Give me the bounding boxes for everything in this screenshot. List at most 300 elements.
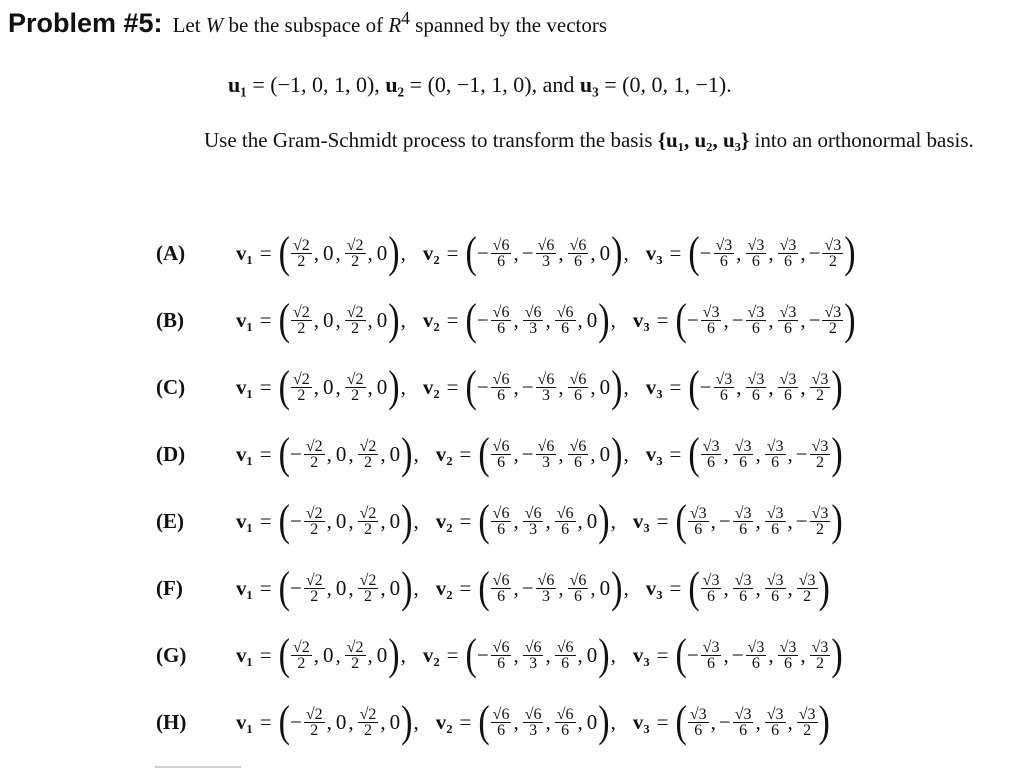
component-zero: 0 — [323, 308, 334, 332]
close-paren: ) — [401, 496, 413, 545]
component-fraction — [765, 573, 786, 604]
fraction-denominator: 6 — [751, 655, 760, 672]
close-paren: ) — [401, 563, 413, 612]
vector-v2 — [465, 228, 623, 277]
component-fraction — [358, 573, 379, 604]
comma: , — [335, 643, 341, 667]
component-fraction — [491, 305, 512, 336]
fraction-numerator: √6 — [556, 706, 574, 723]
component-fraction — [304, 707, 325, 738]
comma: , — [313, 308, 319, 332]
fraction-numerator: √3 — [824, 237, 842, 254]
option-g[interactable] — [156, 622, 856, 689]
fraction-denominator: 2 — [815, 387, 824, 404]
vector-name: v₂ — [435, 710, 453, 734]
comma: , — [326, 442, 332, 466]
intro-text: Let — [172, 13, 206, 37]
fraction-numerator: √6 — [492, 304, 510, 321]
comma: , — [577, 509, 583, 533]
open-paren: ( — [478, 429, 490, 478]
component-fraction — [536, 439, 557, 470]
fraction-numerator: √6 — [569, 438, 587, 455]
component-fraction — [555, 305, 576, 336]
comma: , — [513, 710, 519, 734]
fraction-denominator: 6 — [707, 588, 716, 605]
intro-text: be the subspace of — [223, 13, 389, 37]
comma: , — [380, 710, 386, 734]
fraction-denominator: 2 — [803, 722, 812, 739]
component-fraction — [797, 707, 818, 738]
option-label: (B) — [156, 308, 184, 332]
close-paren: ) — [818, 563, 830, 612]
fraction-denominator: 3 — [541, 454, 550, 471]
close-paren: ) — [388, 362, 400, 411]
vector-v2 — [478, 429, 623, 478]
comma: , — [755, 576, 761, 600]
fraction-denominator: 6 — [694, 521, 703, 538]
vector-name: v₁ — [236, 710, 253, 734]
fraction-denominator: 2 — [815, 454, 824, 471]
fraction-numerator: √3 — [689, 505, 707, 522]
fraction-numerator: √6 — [492, 639, 510, 656]
equals-sign: = — [656, 308, 669, 332]
fraction-denominator: 2 — [310, 588, 319, 605]
fraction-denominator: 2 — [297, 320, 306, 337]
fraction-denominator: 6 — [497, 454, 506, 471]
comma: , — [558, 442, 564, 466]
component-sign: − — [289, 710, 302, 734]
fraction-numerator: √3 — [702, 438, 720, 455]
fraction-numerator: √3 — [779, 371, 797, 388]
component-fraction — [701, 573, 722, 604]
intro-text: spanned by the vectors — [409, 13, 608, 37]
component-fraction — [765, 506, 786, 537]
comma: , — [787, 576, 793, 600]
vector-v1 — [278, 362, 400, 411]
comma: , — [577, 643, 583, 667]
fraction-numerator: √3 — [734, 438, 752, 455]
fraction-numerator: √6 — [492, 505, 510, 522]
open-paren: ( — [278, 563, 290, 612]
fraction-numerator: √6 — [537, 371, 555, 388]
fraction-numerator: √6 — [537, 572, 555, 589]
component-sign: − — [718, 710, 731, 734]
component-fraction — [733, 707, 754, 738]
u1-value: = (−1, 0, 1, 0), — [246, 72, 386, 97]
component-fraction — [746, 305, 767, 336]
fraction-numerator: √6 — [569, 237, 587, 254]
component-sign: − — [289, 442, 302, 466]
close-paren: ) — [598, 295, 610, 344]
fraction-numerator: √3 — [811, 371, 829, 388]
comma: , — [800, 643, 806, 667]
fraction-numerator: √3 — [779, 639, 797, 656]
instruction-paragraph — [204, 126, 1016, 154]
component-fraction — [555, 640, 576, 671]
fraction-numerator: √2 — [346, 237, 364, 254]
fraction-numerator: √6 — [492, 371, 510, 388]
fraction-denominator: 2 — [310, 722, 319, 739]
comma: , — [400, 643, 406, 667]
fraction-denominator: 6 — [707, 454, 716, 471]
fraction-numerator: √3 — [702, 304, 720, 321]
component-sign: − — [289, 509, 302, 533]
close-paren: ) — [611, 228, 623, 277]
u3-value: = (0, 0, 1, −1). — [598, 72, 732, 97]
fraction-numerator: √3 — [747, 304, 765, 321]
vector-name: v₃ — [632, 308, 650, 332]
close-paren: ) — [388, 228, 400, 277]
comma: , — [413, 509, 419, 533]
instruction-text: into an orthonormal basis. — [749, 128, 974, 152]
open-paren: ( — [465, 630, 477, 679]
close-paren: ) — [388, 295, 400, 344]
fraction-numerator: √3 — [702, 639, 720, 656]
comma: , — [768, 308, 774, 332]
component-zero: 0 — [389, 576, 401, 600]
fraction-numerator: √3 — [766, 438, 784, 455]
vector-v1 — [278, 563, 413, 612]
vector-name: v₁ — [236, 375, 253, 399]
fraction-denominator: 6 — [719, 253, 728, 270]
component-fraction — [358, 707, 379, 738]
fraction-numerator: √2 — [292, 237, 310, 254]
component-fraction — [797, 573, 818, 604]
component-fraction — [555, 707, 576, 738]
problem-intro — [172, 8, 608, 37]
fraction-denominator: 3 — [541, 387, 550, 404]
component-fraction — [536, 573, 557, 604]
option-c[interactable] — [156, 354, 856, 421]
open-paren: ( — [478, 697, 490, 746]
comma: , — [545, 509, 551, 533]
vector-v3 — [675, 295, 856, 344]
component-zero: 0 — [389, 509, 401, 533]
comma: , — [768, 241, 774, 265]
equals-sign: = — [446, 643, 459, 667]
fraction-denominator: 6 — [783, 387, 792, 404]
component-fraction — [701, 439, 722, 470]
component-fraction — [778, 372, 799, 403]
comma: , — [367, 241, 373, 265]
fraction-denominator: 6 — [497, 387, 506, 404]
vector-name: v₃ — [632, 643, 650, 667]
equals-sign: = — [459, 576, 472, 600]
comma: , — [768, 643, 774, 667]
comma: , — [558, 375, 564, 399]
component-fraction — [778, 238, 799, 269]
open-paren: ( — [688, 429, 700, 478]
comma: , — [610, 308, 616, 332]
vector-name: v₂ — [435, 509, 453, 533]
fraction-numerator: √2 — [359, 505, 377, 522]
close-paren: ) — [598, 496, 610, 545]
comma: , — [755, 710, 761, 734]
component-zero: 0 — [335, 442, 347, 466]
fraction-denominator: 2 — [363, 588, 372, 605]
component-fraction — [491, 238, 512, 269]
fraction-numerator: √3 — [715, 371, 733, 388]
close-paren: ) — [401, 697, 413, 746]
vector-name: v₃ — [645, 375, 663, 399]
problem-title: Problem #5: — [8, 8, 163, 38]
space-symbol: R — [388, 13, 402, 37]
equals-sign: = — [259, 509, 272, 533]
comma: , — [787, 710, 793, 734]
comma: , — [558, 241, 564, 265]
fraction-numerator: √6 — [492, 572, 510, 589]
equals-sign: = — [259, 710, 272, 734]
close-paren: ) — [831, 429, 843, 478]
component-fraction — [345, 238, 366, 269]
component-fraction — [688, 707, 709, 738]
component-sign: − — [686, 643, 699, 667]
component-fraction — [345, 640, 366, 671]
open-paren: ( — [675, 295, 687, 344]
component-fraction — [810, 439, 831, 470]
fraction-denominator: 2 — [363, 454, 372, 471]
comma: , — [380, 442, 386, 466]
comma: , — [348, 576, 354, 600]
component-fraction — [701, 640, 722, 671]
fraction-numerator: √3 — [766, 572, 784, 589]
fraction-denominator: 6 — [707, 655, 716, 672]
component-zero: 0 — [599, 442, 611, 466]
comma: , — [590, 576, 596, 600]
component-sign: − — [476, 375, 489, 399]
equals-sign: = — [446, 241, 459, 265]
close-paren: ) — [831, 630, 843, 679]
open-paren: ( — [688, 362, 700, 411]
fraction-numerator: √3 — [811, 438, 829, 455]
equals-sign: = — [669, 241, 682, 265]
fraction-numerator: √2 — [346, 304, 364, 321]
comma: , — [736, 375, 742, 399]
comma: , — [313, 643, 319, 667]
fraction-denominator: 2 — [310, 521, 319, 538]
component-sign: − — [731, 643, 744, 667]
comma: , — [710, 509, 716, 533]
comma: , — [787, 509, 793, 533]
u2-label: u₂ — [385, 72, 405, 97]
fraction-denominator: 6 — [739, 454, 748, 471]
vector-name: v₂ — [422, 308, 440, 332]
fraction-denominator: 6 — [497, 722, 506, 739]
comma: , — [313, 375, 319, 399]
comma: , — [800, 375, 806, 399]
component-fraction — [765, 439, 786, 470]
fraction-numerator: √2 — [305, 438, 323, 455]
comma: , — [590, 375, 596, 399]
component-zero: 0 — [376, 308, 388, 332]
vector-name: v₁ — [236, 241, 253, 265]
close-paren: ) — [844, 228, 856, 277]
open-paren: ( — [278, 630, 290, 679]
subspace-symbol: W — [205, 13, 224, 37]
option-b[interactable] — [156, 287, 856, 354]
problem-header — [8, 8, 607, 39]
comma: , — [513, 509, 519, 533]
vector-v2 — [478, 563, 623, 612]
comma: , — [513, 241, 519, 265]
comma: , — [577, 308, 583, 332]
fraction-denominator: 2 — [310, 454, 319, 471]
comma: , — [400, 241, 406, 265]
equals-sign: = — [259, 576, 272, 600]
equals-sign: = — [459, 509, 472, 533]
comma: , — [380, 509, 386, 533]
answer-options — [156, 220, 856, 756]
component-fraction — [345, 372, 366, 403]
equals-sign: = — [446, 375, 459, 399]
fraction-denominator: 3 — [529, 521, 538, 538]
vector-name: v₁ — [236, 576, 253, 600]
component-fraction — [568, 372, 589, 403]
open-paren: ( — [278, 429, 290, 478]
fraction-numerator: √3 — [734, 706, 752, 723]
fraction-denominator: 6 — [783, 253, 792, 270]
fraction-denominator: 6 — [739, 521, 748, 538]
fraction-denominator: 3 — [541, 588, 550, 605]
component-fraction — [733, 506, 754, 537]
fraction-numerator: √2 — [305, 706, 323, 723]
fraction-denominator: 6 — [573, 387, 582, 404]
fraction-numerator: √6 — [537, 237, 555, 254]
component-fraction — [810, 640, 831, 671]
close-paren: ) — [818, 697, 830, 746]
vector-v2 — [478, 697, 610, 746]
option-d[interactable] — [156, 421, 856, 488]
vector-name: v₁ — [236, 643, 253, 667]
comma: , — [348, 509, 354, 533]
fraction-numerator: √6 — [524, 639, 542, 656]
comma: , — [400, 308, 406, 332]
fraction-denominator: 3 — [529, 655, 538, 672]
fraction-denominator: 6 — [751, 320, 760, 337]
comma: , — [367, 643, 373, 667]
option-label: (C) — [156, 375, 186, 399]
comma: , — [610, 710, 616, 734]
component-fraction — [291, 372, 312, 403]
fraction-numerator: √3 — [811, 505, 829, 522]
close-paren: ) — [831, 362, 843, 411]
fraction-denominator: 6 — [707, 320, 716, 337]
basis-set: {u₁, u₂, u₃} — [657, 128, 750, 152]
fraction-denominator: 2 — [297, 253, 306, 270]
component-sign: − — [476, 643, 489, 667]
equals-sign: = — [259, 375, 272, 399]
fraction-numerator: √3 — [715, 237, 733, 254]
fraction-denominator: 3 — [529, 320, 538, 337]
vector-v1 — [278, 697, 413, 746]
open-paren: ( — [278, 228, 290, 277]
close-paren: ) — [401, 429, 413, 478]
component-sign: − — [699, 241, 712, 265]
component-zero: 0 — [599, 375, 611, 399]
component-fraction — [291, 305, 312, 336]
equals-sign: = — [259, 308, 272, 332]
component-sign: − — [808, 241, 821, 265]
component-fraction — [701, 305, 722, 336]
fraction-denominator: 6 — [694, 722, 703, 739]
comma: , — [723, 643, 729, 667]
component-fraction — [491, 372, 512, 403]
equals-sign: = — [656, 509, 669, 533]
component-zero: 0 — [335, 710, 347, 734]
option-f[interactable] — [156, 555, 856, 622]
comma: , — [723, 576, 729, 600]
component-zero: 0 — [335, 509, 347, 533]
open-paren: ( — [688, 563, 700, 612]
component-fraction — [555, 506, 576, 537]
fraction-numerator: √6 — [569, 572, 587, 589]
comma: , — [513, 375, 519, 399]
close-paren: ) — [611, 563, 623, 612]
vector-name: v₂ — [435, 442, 453, 466]
fraction-denominator: 2 — [815, 655, 824, 672]
component-fraction — [345, 305, 366, 336]
component-fraction — [523, 707, 544, 738]
comma: , — [413, 710, 419, 734]
fraction-numerator: √2 — [292, 639, 310, 656]
option-e[interactable] — [156, 488, 856, 555]
vector-name: v₂ — [422, 241, 440, 265]
given-vectors — [228, 72, 732, 98]
comma: , — [413, 576, 419, 600]
component-fraction — [778, 640, 799, 671]
open-paren: ( — [688, 228, 700, 277]
vector-v1 — [278, 496, 413, 545]
equals-sign: = — [259, 442, 272, 466]
comma: , — [513, 643, 519, 667]
comma: , — [768, 375, 774, 399]
comma: , — [610, 509, 616, 533]
vector-v1 — [278, 295, 400, 344]
fraction-numerator: √2 — [359, 572, 377, 589]
close-paren: ) — [611, 429, 623, 478]
fraction-denominator: 6 — [573, 588, 582, 605]
fraction-numerator: √6 — [492, 237, 510, 254]
component-sign: − — [686, 308, 699, 332]
vector-v1 — [278, 630, 400, 679]
open-paren: ( — [278, 362, 290, 411]
component-sign: − — [718, 509, 731, 533]
component-sign: − — [476, 308, 489, 332]
option-label: (A) — [156, 241, 186, 265]
component-zero: 0 — [586, 710, 598, 734]
fraction-denominator: 6 — [561, 521, 570, 538]
component-fraction — [746, 640, 767, 671]
fraction-numerator: √3 — [734, 505, 752, 522]
open-paren: ( — [278, 295, 290, 344]
comma: , — [610, 643, 616, 667]
component-fraction — [778, 305, 799, 336]
option-a[interactable] — [156, 220, 856, 287]
equals-sign: = — [459, 442, 472, 466]
comma: , — [590, 241, 596, 265]
comma: , — [513, 308, 519, 332]
open-paren: ( — [675, 697, 687, 746]
fraction-denominator: 2 — [351, 320, 360, 337]
option-h[interactable] — [156, 689, 856, 756]
component-sign: − — [731, 308, 744, 332]
component-fraction — [291, 238, 312, 269]
equals-sign: = — [656, 643, 669, 667]
comma: , — [755, 442, 761, 466]
component-zero: 0 — [599, 241, 611, 265]
fraction-numerator: √3 — [811, 639, 829, 656]
component-sign: − — [699, 375, 712, 399]
